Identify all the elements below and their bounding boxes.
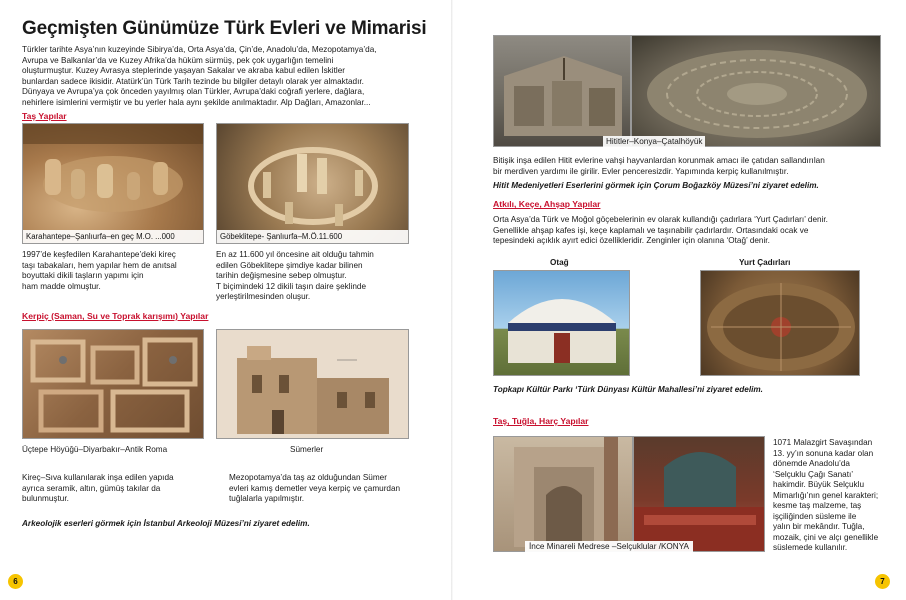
text-line: işçiliğinden süsleme ile — [773, 511, 857, 521]
heading-brick-structures: Taş, Tuğla, Harç Yapılar — [493, 416, 589, 426]
text-line: 1071 Malazgirt Savaşından — [773, 438, 873, 447]
uctepe-illustration — [23, 330, 204, 439]
sumer-photo — [216, 329, 409, 439]
yurt-label: Yurt Çadırları — [739, 258, 791, 267]
gobeklitepe-illustration — [217, 124, 409, 244]
text-line: Bitişik inşa edilen Hitit evlerine vahşi hayvanlardan korunmak amacı ile çatıdan sallandırılan — [493, 156, 825, 165]
intro-paragraph — [22, 45, 442, 108]
text-line: Kireç–Sıva kullanılarak inşa edilen yapıda — [22, 473, 174, 482]
page-title: Geçmişten Günümüze Türk Evleri ve Mimarisi — [22, 18, 427, 39]
text-line: taşı tabakaları, hem yapılar hem de anıtsal — [22, 260, 177, 270]
karahantepe-caption: Karahantepe–Şanlıurfa–en geç M.O. ...000 — [23, 230, 203, 243]
intro-line: nehirlere isimlerini vermiştir ve bu yerler hala aynı şekilde anılmaktadır. Alp Dağları, Amazonlar... — [22, 97, 371, 107]
text-line: kesme taş malzeme, taş — [773, 501, 862, 510]
text-line: süslemede kullanılır. — [773, 543, 848, 552]
catalhoyuk-photo — [631, 35, 881, 147]
ince-minareli-facade-illustration — [494, 437, 633, 552]
text-line: En az 11.600 yıl öncesine ait olduğu tahmin — [216, 250, 374, 259]
text-line: bulunmuştur. — [22, 494, 69, 503]
yurt-text — [493, 215, 898, 247]
heading-adobe-structures: Kerpiç (Saman, Su ve Toprak karışımı) Yapılar — [22, 311, 209, 321]
heading-stone-structures: Taş Yapılar — [22, 111, 67, 121]
intro-line: oluşturmuştur. Kuzey Avrasya steplerinde yaşayan Sakalar ve akraba kabul edilen İskitler — [22, 66, 345, 75]
page-number-badge: 6 — [8, 574, 23, 589]
sumer-caption: Sümerler — [290, 445, 324, 454]
sumer-text — [229, 473, 434, 505]
text-line: tarihin değişmesine sebep olmuştur. — [216, 271, 347, 280]
sumer-illustration — [217, 330, 409, 439]
catalhoyuk-illustration — [632, 36, 881, 147]
ince-minareli-facade-photo — [493, 436, 633, 552]
intro-line: bunlardan sadece ikisidir. Atatürk’ün Türk Tarih tezinde bu bilgiler detaylı olarak yer almaktadır. — [22, 76, 364, 86]
topkapi-note: Topkapı Kültür Parkı ‘Türk Dünyası Kültür Mahallesi’ni ziyaret edelim. — [493, 385, 763, 394]
right-page — [453, 0, 906, 600]
otag-photo — [493, 270, 630, 376]
text-line: hakimdir. Büyük Selçuklu — [773, 480, 865, 489]
intro-line: Avrupa ve Balkanlar’da ve Kuzey Afrika’da hüküm sürmüş, pek çok uygarlığın temelini — [22, 55, 334, 65]
text-line: 13. yy’ın sonuna kadar olan — [773, 448, 874, 458]
text-line: tuğlalarla yapılmıştır. — [229, 494, 305, 503]
medrese-interior-photo — [633, 436, 765, 552]
page-number-badge: 7 — [875, 574, 890, 589]
text-line: ham madde olmuştur. — [22, 281, 101, 291]
text-line: Genellikle ahşap kafes işi, keçe kaplamalı ve taşınabilir çadırlardır. Ortasındaki ocak ve — [493, 225, 809, 235]
hittite-caption: Hititler–Konya–Çatalhöyük — [603, 136, 705, 147]
hittite-house-photo — [493, 35, 631, 147]
medrese-interior-illustration — [634, 437, 765, 552]
gobeklitepe-photo — [216, 123, 409, 244]
gobeklitepe-text — [216, 250, 426, 303]
text-line: boyuttaki dikili taşların yapımı için — [22, 271, 144, 280]
text-line: tepesindeki açıklık ayırt edici özellikleridir. Zenginler için olanına ‘Otağ’ denir. — [493, 236, 770, 245]
hittite-text — [493, 156, 893, 177]
heading-felt-wood-structures: Atkılı, Keçe, Ahşap Yapılar — [493, 199, 601, 209]
text-line: yerleştirilmesinden oluşur. — [216, 292, 311, 301]
text-line: Orta Asya’da Türk ve Moğol göçebelerinin ev olarak kullandığı çadırlara ‘Yurt Çadırları’ denir. — [493, 215, 828, 224]
archaeology-museum-note: Arkeolojik eserleri görmek için İstanbul Arkeoloji Müzesi’ni ziyaret edelim. — [22, 519, 310, 528]
otag-illustration — [494, 271, 630, 376]
text-line: ayrıca seramik, altın, gümüş takılar da — [22, 483, 161, 493]
gobeklitepe-caption: Göbeklitepe- Şanlıurfa–M.Ö.11.600 — [217, 230, 408, 243]
text-line: mozaik, çini ve alçı genellikle — [773, 532, 879, 542]
otag-label: Otağ — [550, 258, 569, 267]
hittite-museum-note: Hitit Medeniyetleri Eserlerini görmek için Çorum Boğazköy Müzesi’ni ziyaret edelim. — [493, 181, 819, 190]
text-line: dönemde Anadolu’da — [773, 459, 850, 468]
text-line: evleri kamış demetler veya kerpiç ve çamurdan — [229, 483, 401, 493]
text-line: 1997’de keşfedilen Karahantepe’deki kireç — [22, 250, 176, 259]
intro-line: Türkler tarihte Asya’nın kuzeyinde Sibirya’da, Orta Asya’da, Çin’de, Anadolu’da, Mezopotamya’da, — [22, 45, 377, 54]
text-line: Mimarlığı’nın genel karakteri; — [773, 490, 879, 500]
text-line: T biçimindeki 12 dikili taşın daire şeklinde — [216, 281, 367, 291]
text-line: ‘Selçuklu Çağı Sanatı’ — [773, 469, 854, 479]
karahantepe-photo — [22, 123, 204, 244]
text-line: bir merdiven yardımı ile girilir. Evler penceresizdir. Yapımında kerpiç kullanılmıştır. — [493, 166, 789, 176]
intro-line: Dünyaya ve Avrupa’ya çok önceden yayılmış olan Türkler, Avrupa’daki coğrafi yerlere, dağlara, — [22, 87, 365, 96]
hittite-house-illustration — [494, 36, 631, 147]
text-line: Mezopotamya’da taş az olduğundan Sümer — [229, 473, 387, 482]
karahantepe-illustration — [23, 124, 204, 244]
yurt-illustration — [701, 271, 860, 376]
ince-minareli-caption: İnce Minareli Medrese –Selçuklular /KONYA — [525, 541, 693, 552]
seljuk-text — [773, 438, 898, 554]
uctepe-text — [22, 473, 212, 505]
text-line: edilen Göbeklitepe şimdiye kadar bilinen — [216, 260, 363, 270]
uctepe-photo — [22, 329, 204, 439]
uctepe-caption: Üçtepe Höyüğü–Diyarbakır–Antik Roma — [22, 445, 168, 454]
text-line: yalın bir mekândır. Tuğla, — [773, 522, 865, 531]
yurt-photo — [700, 270, 860, 376]
karahantepe-text — [22, 250, 207, 292]
